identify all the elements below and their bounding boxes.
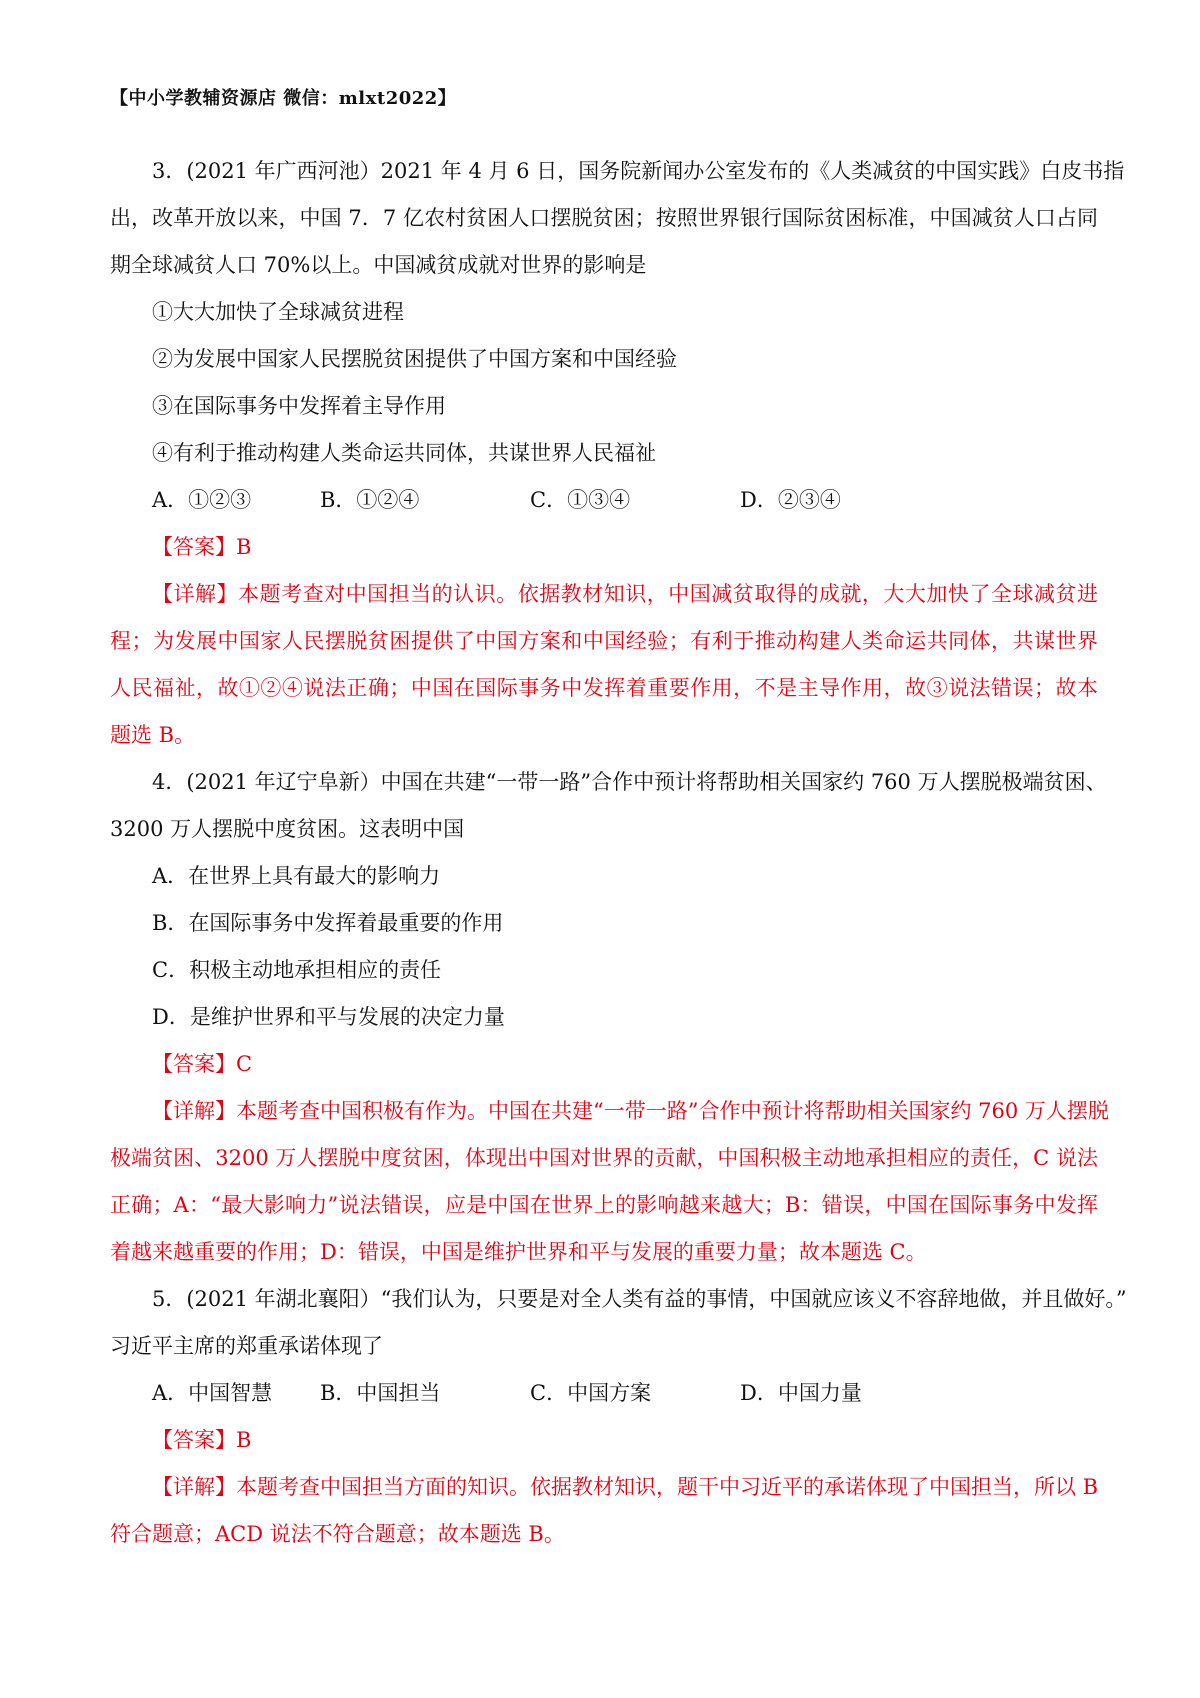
q5-options	[110, 1370, 1098, 1417]
q4-option-b: B．在国际事务中发挥着最重要的作用	[152, 911, 504, 935]
q5-option-a: A．中国智慧	[152, 1381, 273, 1405]
q5-option-b: B．中国担当	[320, 1381, 441, 1405]
question-4	[110, 759, 1109, 1276]
q3-option-b: B．①②④	[320, 488, 420, 512]
question-3	[110, 148, 1125, 759]
q3-answer: 【答案】B	[152, 535, 252, 559]
q5-stem-line: 5．(2021 年湖北襄阳）“我们认为，只要是对全人类有益的事情，中国就应该义不容辞地做，并且做好。”	[152, 1287, 1127, 1311]
q3-stem-line: 出，改革开放以来，中国 7．7 亿农村贫困人口摆脱贫困；按照世界银行国际贫困标准，中国减贫人口占同	[110, 206, 1098, 230]
q3-option-d: D．②③④	[740, 488, 841, 512]
q5-detail-line: 【详解】本题考查中国担当方面的知识。依据教材知识，题干中习近平的承诺体现了中国担当，所以 B	[152, 1475, 1099, 1499]
q3-option-a: A．①②③	[152, 488, 252, 512]
q3-option-c: C．①③④	[530, 488, 631, 512]
q5-stem-line: 习近平主席的郑重承诺体现了	[110, 1334, 383, 1358]
q3-statement: ②为发展中国家人民摆脱贫困提供了中国方案和中国经验	[152, 347, 677, 371]
q4-detail-line: 着越来越重要的作用；D：错误，中国是维护世界和平与发展的重要力量；故本题选 C。	[110, 1240, 927, 1264]
q3-detail-line: 程；为发展中国家人民摆脱贫困提供了中国方案和中国经验；有利于推动构建人类命运共同体，共谋世界	[110, 629, 1098, 653]
q4-option-c: C．积极主动地承担相应的责任	[152, 958, 442, 982]
q4-option-a: A．在世界上具有最大的影响力	[152, 864, 441, 888]
q3-options	[110, 477, 1098, 524]
q4-answer: 【答案】C	[152, 1052, 253, 1076]
q3-stem-line: 3．(2021 年广西河池）2021 年 4 月 6 日，国务院新闻办公室发布的《人类减贫的中国实践》白皮书指	[152, 159, 1125, 183]
q5-answer: 【答案】B	[152, 1428, 252, 1452]
q5-detail-line: 符合题意；ACD 说法不符合题意；故本题选 B。	[110, 1522, 565, 1546]
q4-detail-line: 【详解】本题考查中国积极有作为。中国在共建“一带一路”合作中预计将帮助相关国家约 760 万人摆脱	[152, 1099, 1109, 1123]
q3-detail-line: 人民福祉，故①②④说法正确；中国在国际事务中发挥着重要作用，不是主导作用，故③说法错误；故本	[110, 676, 1098, 700]
q3-detail-line: 【详解】本题考查对中国担当的认识。依据教材知识，中国减贫取得的成就，大大加快了全球减贫进	[152, 582, 1098, 606]
q3-detail-line: 题选 B。	[110, 723, 196, 747]
q5-option-d: D．中国力量	[740, 1381, 862, 1405]
q4-option-d: D．是维护世界和平与发展的决定力量	[152, 1005, 505, 1029]
q4-stem-line: 3200 万人摆脱中度贫困。这表明中国	[110, 817, 465, 841]
q4-stem-line: 4．(2021 年辽宁阜新）中国在共建“一带一路”合作中预计将帮助相关国家约 760 万人摆脱极端贫困、	[152, 770, 1107, 794]
q5-option-c: C．中国方案	[530, 1381, 652, 1405]
q4-detail-line: 极端贫困、3200 万人摆脱中度贫困，体现出中国对世界的贡献，中国积极主动地承担相应的责任，C 说法	[110, 1146, 1098, 1170]
question-5	[110, 1276, 1127, 1558]
question-content	[110, 148, 1127, 1558]
source-header: 【中小学教辅资源店 微信：mlxt2022】	[110, 88, 457, 109]
q4-detail-line: 正确；A：“最大影响力”说法错误，应是中国在世界上的影响越来越大；B：错误，中国在国际事务中发挥	[110, 1193, 1098, 1217]
q3-statement: ③在国际事务中发挥着主导作用	[152, 394, 446, 418]
q3-statement: ④有利于推动构建人类命运共同体，共谋世界人民福祉	[152, 441, 656, 465]
q3-stem-line: 期全球减贫人口 70%以上。中国减贫成就对世界的影响是	[110, 253, 647, 277]
q3-statement: ①大大加快了全球减贫进程	[152, 300, 404, 324]
